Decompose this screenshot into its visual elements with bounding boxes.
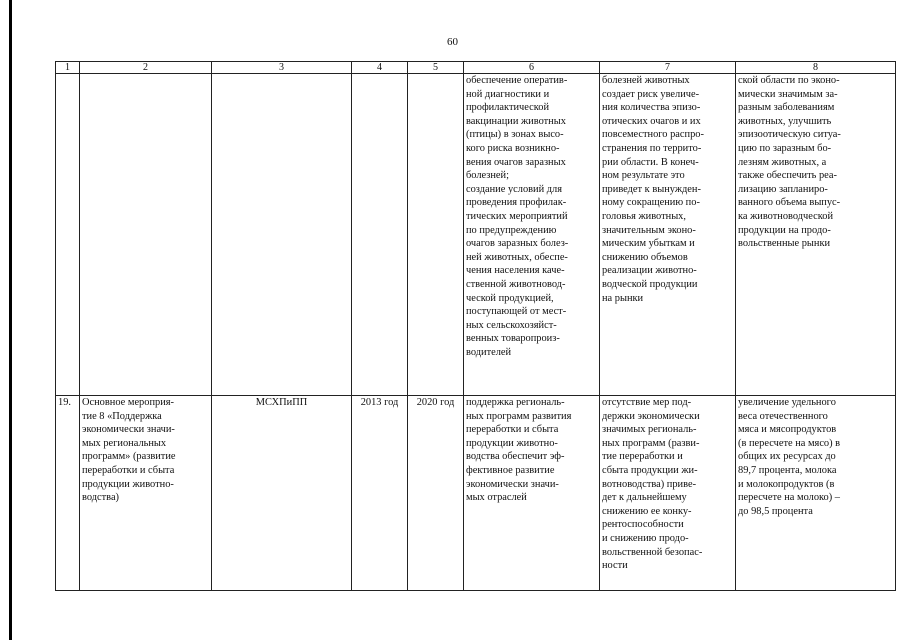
header-col-6: 6 [464,62,600,74]
header-col-2: 2 [80,62,212,74]
table-row-continued [56,74,896,396]
header-col-5: 5 [408,62,464,74]
cell-expected-result: поддержка региональ- ных программ развития переработки и сбыта продукции животно- водства обеспечит эф- фективное развитие экономически значи- мых отраслей [464,396,600,591]
page-number: 60 [447,36,458,48]
cell-consequences: отсутствие мер под- держки экономически значимых региональ- ных программ (разви- тие переработки и сбыта продукции жи- вотноводства) приве- дет к дальнейшему снижению ее конку- рентоспособности и снижению продо- вольственной безопас- ности [600,396,736,591]
header-col-7: 7 [600,62,736,74]
cell-end-year: 2020 год [408,396,464,591]
table-row-19 [56,396,896,591]
cell-indicator-link: ской области по эконо- мически значимым за- разным заболеваниям животных, улучшить эпизоотическую ситуа- цию по заразным бо- лезням животных, а также обеспечить реа- лизацию запланиро- ванного объема выпус- ка животноводческой продукции на продо- вольственные рынки [736,74,896,396]
program-measures-table [55,61,896,591]
cell-start-year: 2013 год [352,396,408,591]
cell-executor [212,74,352,396]
cell-expected-result: обеспечение оператив- ной диагностики и профилактической вакцинации животных (птицы) в зонах высо- кого риска возникно- вения очагов заразных болезней; создание условий для проведения профилак- тических мероприятий по предупреждению очагов заразных болез- ней животных, обеспе- чения населения каче- ственной животновод- ческой продукцией, поступающей от мест- ных сельскохозяйст- венных товаропроиз- водителей [464,74,600,396]
cell-executor: МСХПиПП [212,396,352,591]
header-col-3: 3 [212,62,352,74]
cell-number: 19. [56,396,80,591]
cell-measure-name [80,74,212,396]
cell-start-year [352,74,408,396]
cell-consequences: болезней животных создает риск увеличе- ния количества эпизо- отических очагов и их повсеместного распро- странения по террито- рии области. В конеч- ном результате это приведет к вынужден- ному сокращению по- головья животных, значительным эконо- мическим убыткам и снижению объемов реализации животно- водческой продукции на рынки [600,74,736,396]
header-col-4: 4 [352,62,408,74]
table-header-row [56,62,896,74]
cell-end-year [408,74,464,396]
header-col-8: 8 [736,62,896,74]
cell-indicator-link: увеличение удельного веса отечественного мяса и мясопродуктов (в пересчете на мясо) в общих их ресурсах до 89,7 процента, молока и молокопродуктов (в пересчете на молоко) – до 98,5 процента [736,396,896,591]
cell-measure-name: Основное мероприя- тие 8 «Поддержка экономически значи- мых региональных программ» (развитие переработки и сбыта продукции животно- водства) [80,396,212,591]
cell-number [56,74,80,396]
binding-edge-line [9,0,12,640]
header-col-1: 1 [56,62,80,74]
